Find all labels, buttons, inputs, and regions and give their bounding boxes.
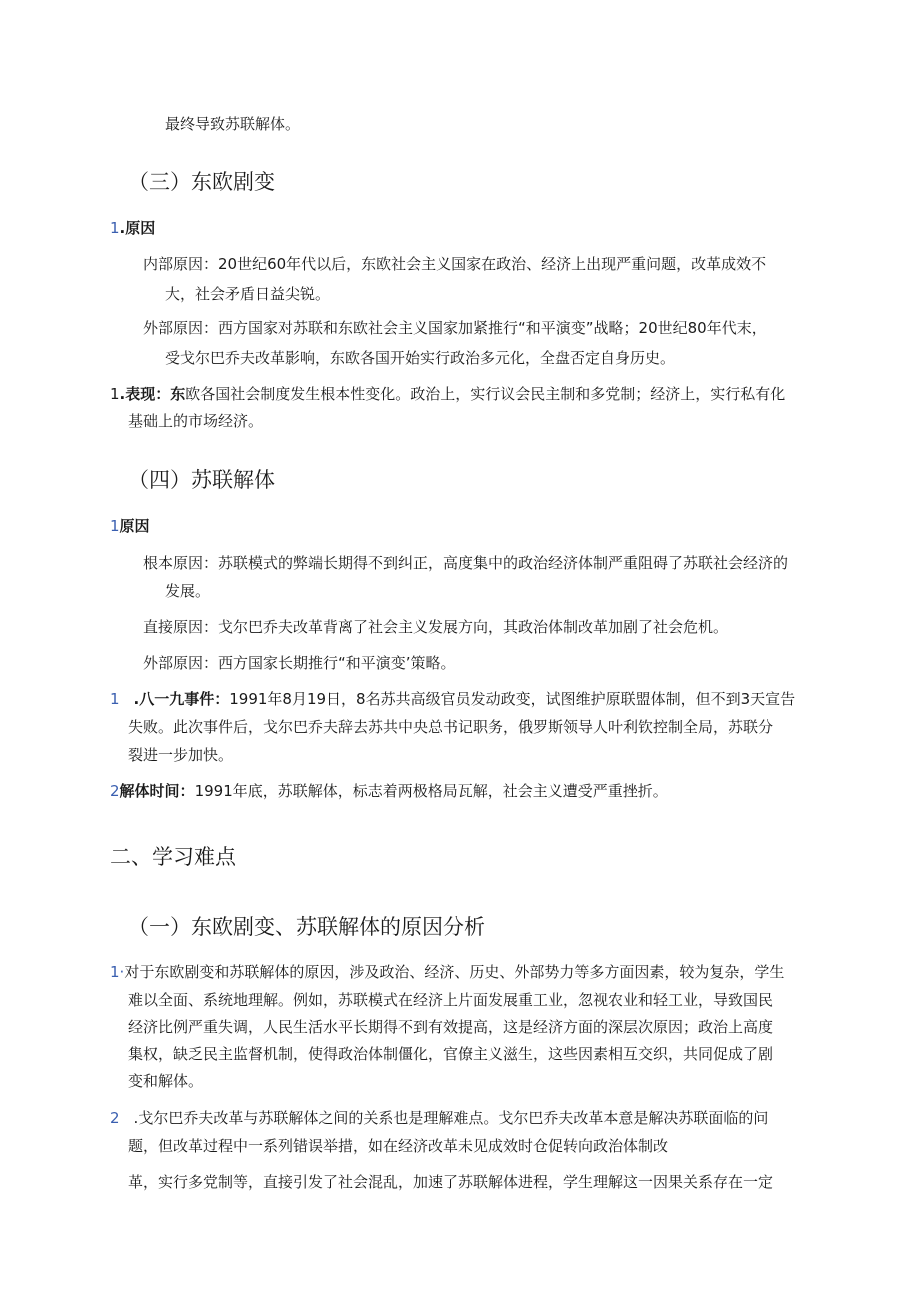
- list-number: 1: [110, 517, 120, 535]
- list-number: 1: [110, 219, 120, 237]
- subsection-heading: （一）东欧剧变、苏联解体的原因分析: [128, 915, 485, 939]
- list-label: 原因: [119, 517, 150, 535]
- part-heading: 二、学习难点: [110, 845, 236, 869]
- list-item: [110, 962, 784, 982]
- paragraph-line: 最终导致苏联解体。: [165, 115, 301, 133]
- list-number: 2: [110, 782, 120, 800]
- paragraph-line: 失败。此次事件后，戈尔巴乔夫辞去苏共中央总书记职务，俄罗斯领导人叶利钦控制全局，苏联分: [128, 718, 774, 736]
- paragraph-line: 集权，缺乏民主监督机制，使得政治体制僵化，官僚主义滋生，这些因素相互交织，共同促成了剧: [128, 1045, 774, 1063]
- list-number: 1: [110, 385, 120, 403]
- paragraph-line: 外部原因：西方国家对苏联和东欧社会主义国家加紧推行“和平演变”战略；20世纪80年代末，: [143, 319, 767, 337]
- section-heading: （四）苏联解体: [128, 468, 275, 492]
- list-item: [110, 689, 795, 709]
- paragraph-line: 基础上的市场经济。: [128, 412, 264, 430]
- list-item-heading: [110, 218, 155, 238]
- list-text: 对于东欧剧变和苏联解体的原因，涉及政治、经济、历史、外部势力等多方面因素，较为复杂，学生: [124, 963, 785, 981]
- list-item: [110, 384, 785, 404]
- list-label: 解体时间：: [119, 782, 195, 800]
- list-label: .八一九事件：: [133, 690, 230, 708]
- list-label: .表现：东: [119, 385, 186, 403]
- list-label: .原因: [119, 219, 156, 237]
- paragraph-line: 根本原因：苏联模式的弊端长期得不到纠正，高度集中的政治经济体制严重阻碍了苏联社会经济的: [143, 554, 789, 572]
- list-text: 1991年底，苏联解体，标志着两极格局瓦解，社会主义遭受严重挫折。: [194, 782, 668, 800]
- paragraph-line: 发展。: [165, 582, 211, 600]
- paragraph-line: 外部原因：西方国家长期推行“和平演变’策略。: [143, 654, 456, 672]
- list-item-heading: [110, 516, 150, 536]
- list-text: 欧各国社会制度发生根本性变化。政治上，实行议会民主制和多党制；经济上，实行私有化: [185, 385, 786, 403]
- paragraph-line: 革，实行多党制等，直接引发了社会混乱，加速了苏联解体进程，学生理解这一因果关系存在一定: [128, 1173, 774, 1191]
- section-heading: （三）东欧剧变: [128, 170, 275, 194]
- list-number: 1: [110, 690, 120, 708]
- list-text: 1991年8月19日，8名苏共高级官员发动政变，试图维护原联盟体制，但不到3天宣告: [229, 690, 796, 708]
- paragraph-line: 受戈尔巴乔夫改革影响，东欧各国开始实行政治多元化，全盘否定自身历史。: [165, 349, 676, 367]
- paragraph-line: 变和解体。: [128, 1072, 204, 1090]
- list-item: [110, 781, 668, 801]
- list-number: 2: [110, 1109, 120, 1127]
- paragraph-line: 题，但改革过程中一系列错误举措，如在经济改革未见成效时仓促转向政治体制改: [128, 1137, 669, 1155]
- paragraph-line: 难以全面、系统地理解。例如，苏联模式在经济上片面发展重工业，忽视农业和轻工业，导致国民: [128, 991, 774, 1009]
- paragraph-line: 裂进一步加快。: [128, 746, 234, 764]
- paragraph-line: 大，社会矛盾日益尖锐。: [165, 285, 331, 303]
- paragraph-line: 直接原因：戈尔巴乔夫改革背离了社会主义发展方向，其政治体制改革加剧了社会危机。: [143, 618, 729, 636]
- list-item: [110, 1108, 768, 1128]
- paragraph-line: 经济比例严重失调，人民生活水平长期得不到有效提高，这是经济方面的深层次原因；政治上高度: [128, 1018, 774, 1036]
- list-number: 1: [110, 963, 120, 981]
- paragraph-line: 内部原因：20世纪60年代以后，东欧社会主义国家在政治、经济上出现严重问题，改革成效不: [143, 255, 767, 273]
- list-text: .戈尔巴乔夫改革与苏联解体之间的关系也是理解难点。戈尔巴乔夫改革本意是解决苏联面临的问: [133, 1109, 769, 1127]
- list-dot: ·: [119, 963, 125, 981]
